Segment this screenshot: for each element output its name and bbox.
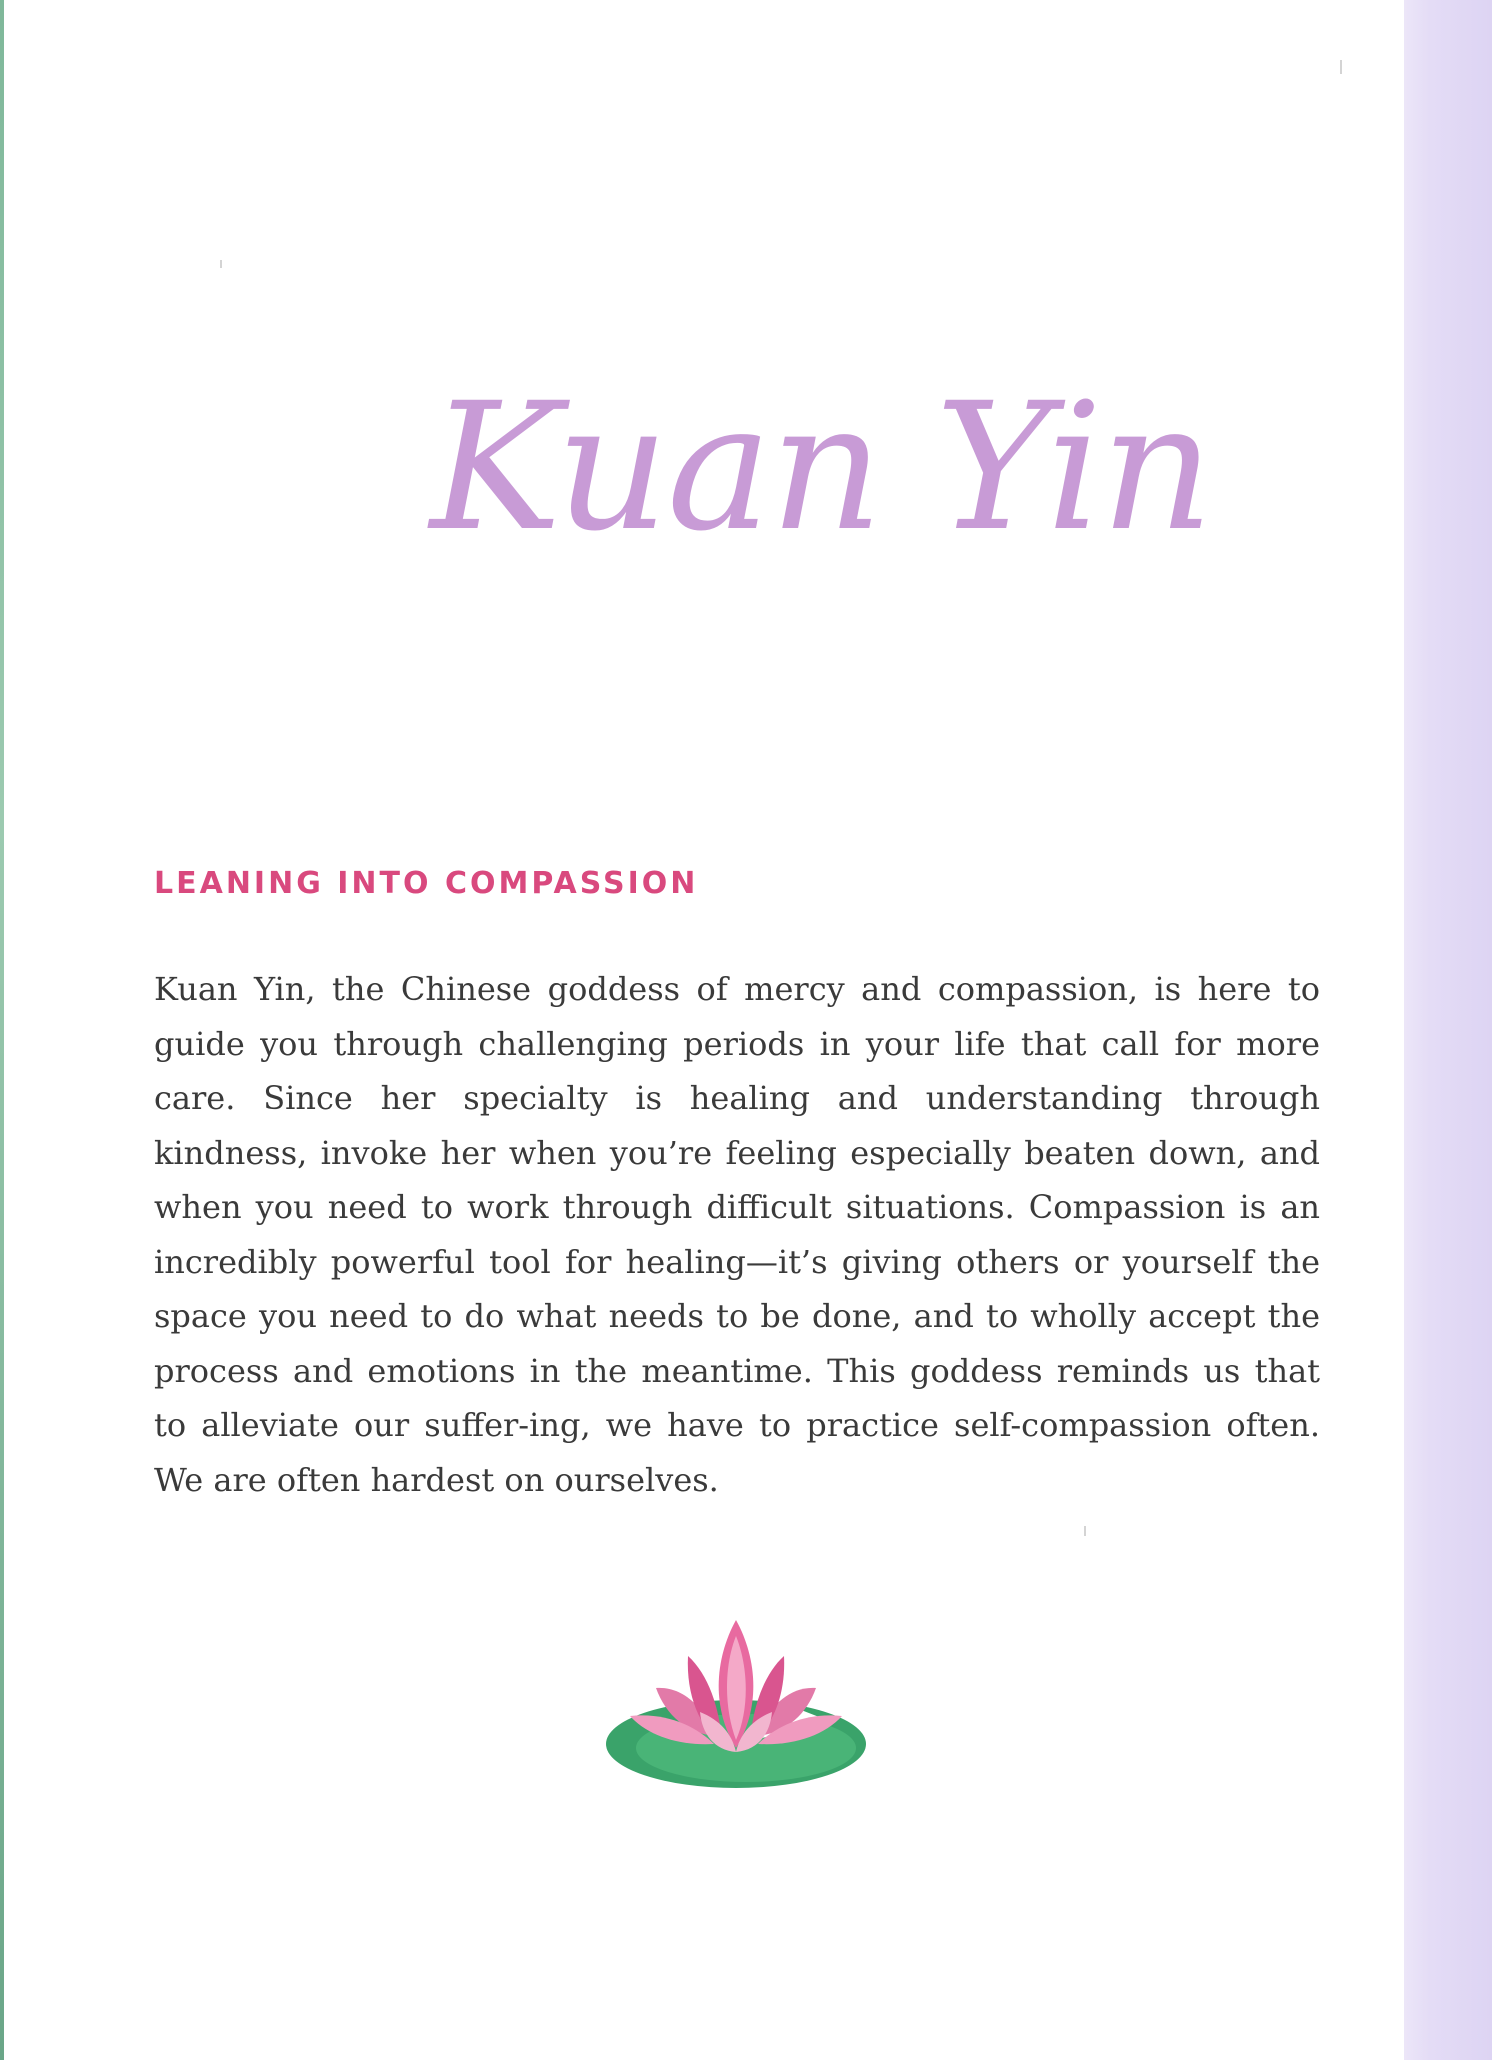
page-title: Kuan Yin	[430, 365, 1212, 570]
section-heading: LEANING INTO COMPASSION	[154, 866, 699, 901]
paper-speck	[1340, 60, 1342, 74]
body-paragraph: Kuan Yin, the Chinese goddess of mercy and compassion, is here to guide you through challenging periods in your life that call for more care. Since her specialty is healing and understanding through kindness, invoke her when you’re feeling especially beaten down, and when you need to work through difficult situations. Compassion is an incredibly powerful tool for healing—it’s giving others or yourself the space you need to do what needs to be done, and to wholly accept the process and emotions in the meantime. This goddess reminds us that to alleviate our suffer-ing, we have to practice self-compassion often. We are often hardest on ourselves.	[154, 970, 1320, 1499]
paper-speck	[220, 260, 222, 268]
page-right-lavender-band	[1404, 0, 1492, 2060]
lotus-on-lily-pad-icon	[596, 1616, 872, 1800]
title-block	[400, 360, 1212, 660]
paper-speck	[1084, 1526, 1086, 1536]
page-left-edge	[0, 0, 4, 2060]
